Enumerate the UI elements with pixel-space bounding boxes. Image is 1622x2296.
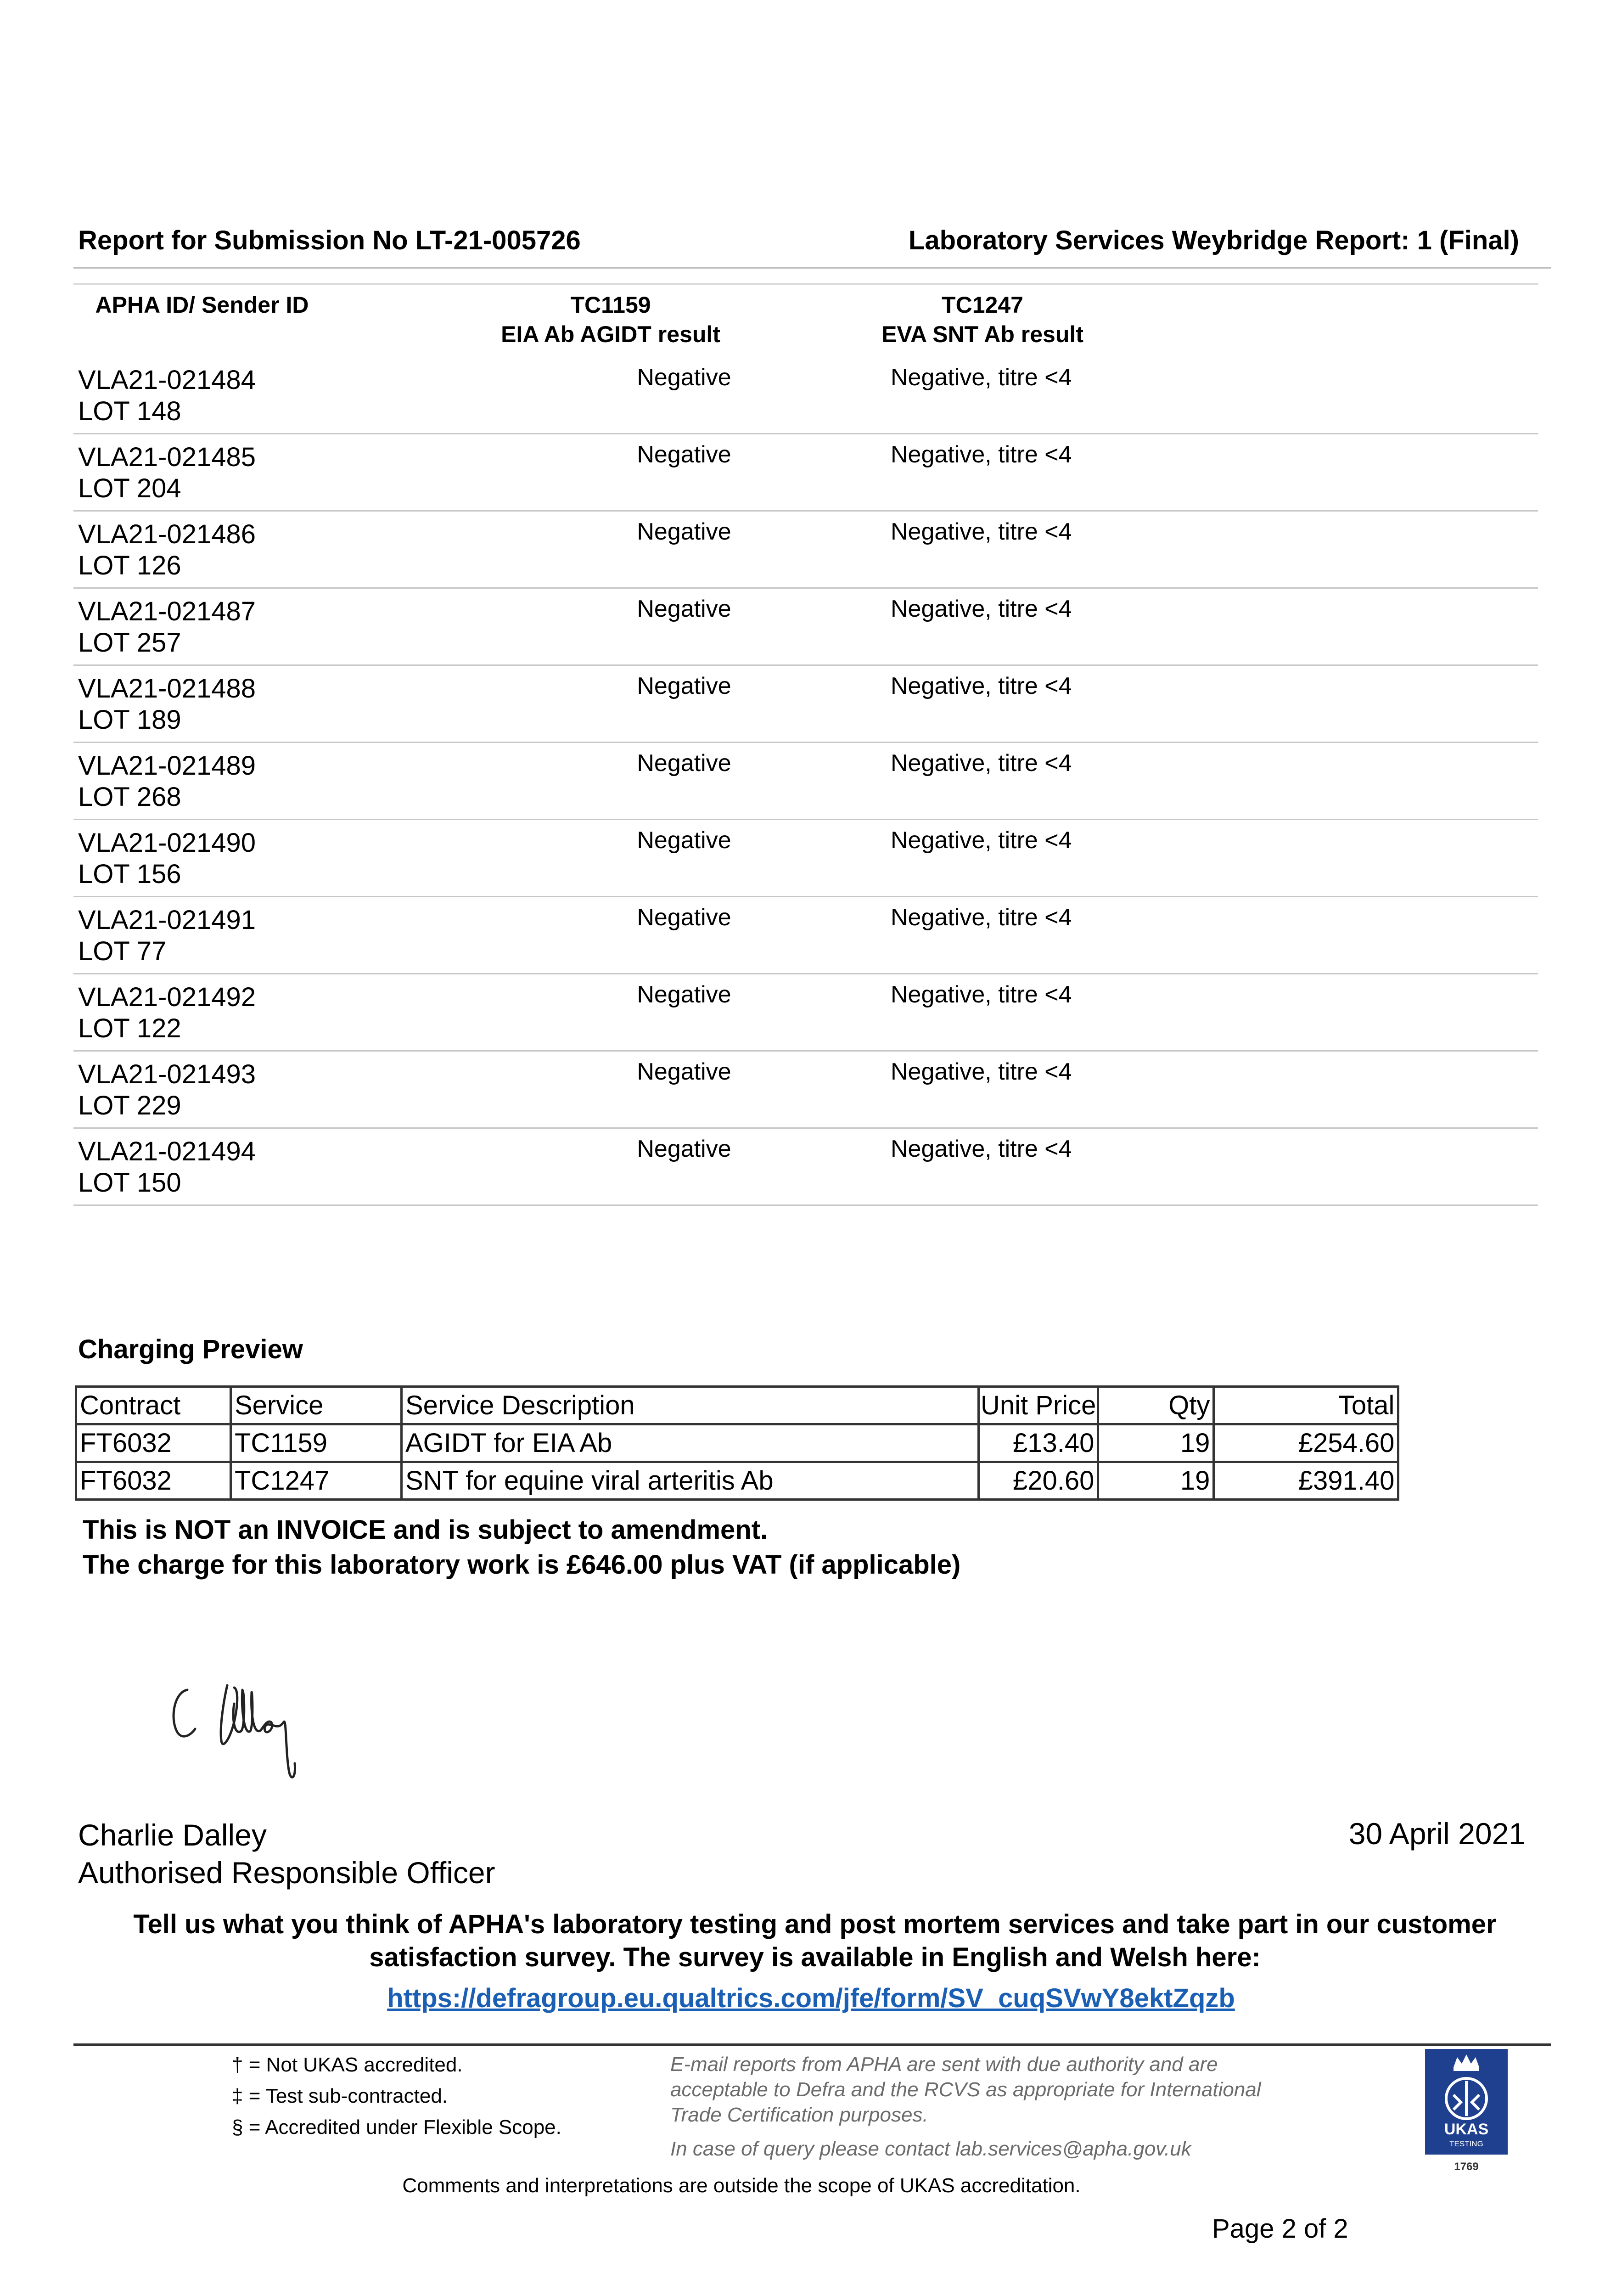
sample-id-cell [78, 596, 256, 658]
email-disclaimer [670, 2052, 1261, 2127]
invoice-disclaimer: This is NOT an INVOICE and is subject to amendment. [83, 1515, 768, 1545]
email-disclaimer-line: Trade Certification purposes. [670, 2104, 928, 2126]
eva-result: Negative, titre <4 [891, 518, 1072, 545]
page-number: Page 2 of 2 [1212, 2214, 1348, 2244]
table-row [73, 512, 1538, 589]
ukas-sub: TESTING [1449, 2139, 1483, 2148]
col-header-tc1159-desc: EIA Ab AGIDT result [501, 321, 720, 347]
ukas-scope-note: Comments and interpretations are outside the scope of UKAS accreditation. [402, 2174, 1081, 2197]
sample-id: VLA21-021484 [78, 365, 256, 395]
sample-id: VLA21-021493 [78, 1059, 256, 1089]
eia-result: Negative [637, 904, 731, 931]
sample-lot: LOT 204 [78, 473, 181, 503]
charging-header-row [76, 1387, 1398, 1424]
charging-total: £391.40 [1214, 1462, 1398, 1500]
signatory-name: Charlie Dalley [78, 1818, 267, 1852]
charging-description: AGIDT for EIA Ab [402, 1424, 979, 1462]
signatory-role: Authorised Responsible Officer [78, 1856, 495, 1890]
col-header-tc1247 [836, 290, 1129, 349]
charging-header-unit-price: Unit Price [979, 1387, 1098, 1424]
charging-header-total: Total [1214, 1387, 1398, 1424]
eva-result: Negative, titre <4 [891, 596, 1072, 622]
eia-result: Negative [637, 1058, 731, 1085]
report-submission-title: Report for Submission No LT-21-005726 [78, 225, 581, 255]
sample-id: VLA21-021485 [78, 442, 256, 472]
sample-id: VLA21-021486 [78, 519, 256, 549]
eva-result: Negative, titre <4 [891, 1136, 1072, 1162]
sample-id-cell [78, 982, 256, 1044]
sample-lot: LOT 150 [78, 1168, 181, 1198]
survey-link[interactable]: https://defragroup.eu.qualtrics.com/jfe/form/SV_cuqSVwY8ektZqzb [387, 1983, 1235, 2013]
table-row [73, 666, 1538, 743]
col-header-tc1159-code: TC1159 [570, 292, 651, 318]
sample-lot: LOT 156 [78, 859, 181, 889]
charging-table [75, 1385, 1399, 1501]
results-table [73, 357, 1538, 1206]
sample-id: VLA21-021494 [78, 1137, 256, 1166]
charging-header-service: Service [231, 1387, 402, 1424]
sample-id-cell [78, 365, 256, 427]
charging-row [76, 1424, 1398, 1462]
table-row [73, 1129, 1538, 1206]
ukas-testing-logo [1425, 2049, 1508, 2178]
sample-id-cell [78, 1136, 256, 1199]
eia-result: Negative [637, 827, 731, 854]
sample-id-cell [78, 827, 256, 890]
eva-result: Negative, titre <4 [891, 904, 1072, 931]
charging-service: TC1247 [231, 1462, 402, 1500]
eva-result: Negative, titre <4 [891, 673, 1072, 699]
eva-result: Negative, titre <4 [891, 441, 1072, 468]
sample-id: VLA21-021492 [78, 982, 256, 1012]
legend-item: § = Accredited under Flexible Scope. [232, 2116, 561, 2138]
ukas-number: 1769 [1454, 2161, 1479, 2173]
charging-unit-price: £20.60 [979, 1462, 1098, 1500]
eva-result: Negative, titre <4 [891, 1058, 1072, 1085]
sample-lot: LOT 257 [78, 628, 181, 658]
sample-id: VLA21-021489 [78, 751, 256, 781]
sample-id-cell [78, 519, 256, 581]
table-row [73, 974, 1538, 1052]
sample-id: VLA21-021488 [78, 674, 256, 703]
eia-result: Negative [637, 981, 731, 1008]
charging-preview-title: Charging Preview [78, 1334, 303, 1364]
sample-id: VLA21-021487 [78, 597, 256, 626]
col-header-tc1159 [464, 290, 758, 349]
col-header-tc1247-desc: EVA SNT Ab result [881, 321, 1083, 347]
sample-id: VLA21-021490 [78, 828, 256, 858]
table-row [73, 434, 1538, 512]
survey-text: Tell us what you think of APHA's laboratory testing and post mortem services and take part in our customer satisfaction survey. The survey is available in English and Welsh here: [133, 1909, 1497, 1972]
eva-result: Negative, titre <4 [891, 981, 1072, 1008]
footer-divider [73, 2043, 1551, 2046]
charging-total: £254.60 [1214, 1424, 1398, 1462]
charging-qty: 19 [1098, 1462, 1214, 1500]
charging-unit-price: £13.40 [979, 1424, 1098, 1462]
charging-header-contract: Contract [76, 1387, 231, 1424]
col-header-id: APHA ID/ Sender ID [95, 292, 309, 318]
handwritten-signature [165, 1671, 317, 1791]
charging-contract: FT6032 [76, 1462, 231, 1500]
eva-result: Negative, titre <4 [891, 750, 1072, 777]
charging-qty: 19 [1098, 1424, 1214, 1462]
query-contact: In case of query please contact lab.services@apha.gov.uk [670, 2138, 1191, 2160]
sample-id-cell [78, 673, 256, 736]
table-row [73, 820, 1538, 897]
charging-header-description: Service Description [402, 1387, 979, 1424]
email-disclaimer-line: acceptable to Defra and the RCVS as appropriate for International [670, 2078, 1261, 2101]
charging-row [76, 1462, 1398, 1500]
sample-lot: LOT 122 [78, 1013, 181, 1043]
eva-result: Negative, titre <4 [891, 827, 1072, 854]
charging-service: TC1159 [231, 1424, 402, 1462]
eia-result: Negative [637, 364, 731, 391]
header-divider-2 [73, 283, 1538, 285]
sample-id: VLA21-021491 [78, 905, 256, 935]
table-row [73, 357, 1538, 434]
legend-item: † = Not UKAS accredited. [232, 2054, 463, 2076]
eia-result: Negative [637, 673, 731, 699]
sample-id-cell [78, 442, 256, 504]
table-row [73, 743, 1538, 820]
sample-lot: LOT 189 [78, 705, 181, 735]
header-divider [73, 267, 1551, 269]
charging-description: SNT for equine viral arteritis Ab [402, 1462, 979, 1500]
email-disclaimer-line: E-mail reports from APHA are sent with due authority and are [670, 2053, 1218, 2076]
eia-result: Negative [637, 596, 731, 622]
eia-result: Negative [637, 750, 731, 777]
eia-result: Negative [637, 1136, 731, 1162]
signatory [78, 1816, 495, 1891]
sample-lot: LOT 126 [78, 551, 181, 580]
sample-id-cell [78, 905, 256, 967]
report-date: 30 April 2021 [1348, 1817, 1526, 1851]
eia-result: Negative [637, 518, 731, 545]
report-lab-title: Laboratory Services Weybridge Report: 1 (Final) [908, 225, 1519, 255]
charge-total-note: The charge for this laboratory work is £646.00 plus VAT (if applicable) [83, 1550, 961, 1580]
eia-result: Negative [637, 441, 731, 468]
sample-lot: LOT 77 [78, 936, 167, 966]
ukas-label: UKAS [1444, 2121, 1489, 2138]
table-row [73, 1052, 1538, 1129]
charging-header-qty: Qty [1098, 1387, 1214, 1424]
accreditation-legend [232, 2049, 561, 2143]
legend-item: ‡ = Test sub-contracted. [232, 2085, 448, 2107]
table-row [73, 589, 1538, 666]
sample-lot: LOT 268 [78, 782, 181, 812]
eva-result: Negative, titre <4 [891, 364, 1072, 391]
sample-id-cell [78, 1059, 256, 1121]
col-header-tc1247-code: TC1247 [942, 292, 1023, 318]
sample-id-cell [78, 750, 256, 813]
charging-contract: FT6032 [76, 1424, 231, 1462]
table-row [73, 897, 1538, 974]
sample-lot: LOT 148 [78, 396, 181, 426]
sample-lot: LOT 229 [78, 1091, 181, 1120]
